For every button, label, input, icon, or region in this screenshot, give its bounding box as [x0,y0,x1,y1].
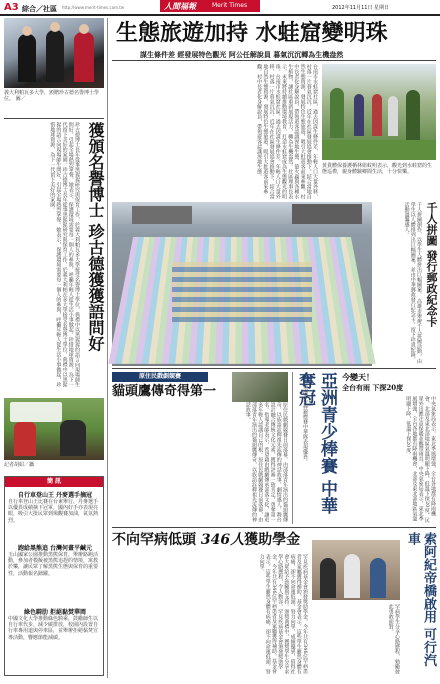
rare-headline-post: 獲助學金 [244,532,301,548]
owl-tag: 原住民戲劇競賽 [112,372,208,382]
masthead [0,0,440,15]
youth-headline: 亞洲青少棒賽 中華奪冠 [295,372,337,514]
chimp-photo-credit: 記者胡紹／攝 [4,462,35,468]
logo-cn: 人間福報 [164,2,196,11]
logo-en: Merit Times [212,2,248,9]
rare-headline-pre: 不向罕病低頭 [112,532,196,548]
lead-body-text: 台南市水蛙窟社區，過去因謀生條件差，年輕人口大量外移，村落一片暮氣沉沉。近年在社區發展協會推動下，結合當地自然生態資源，發展特色生態旅遊，吸引大批遊客前來參觀。村中長者化身解說員，帶領遊客認識溼地生態、螢火蟲與各種水生植物，讓社區重新展現活力，轉為生機盎然。社區理事長表示，未來將持續推動環境教育，打造水蛙窟成為生態觀光的明珠。台南市水蛙窟社區，過去因謀生條件差，年輕人口大量外移，村落一片暮氣沉沉。近年在社區發展協會推動下，結合當地自然生態資源，發展特色生態旅遊，吸引大批遊客前來參觀。村中長者化身解說員，帶領遊客認識溼地生態。 [256,64,318,199]
owl-body-text: 原住民戲劇競賽日前落幕，由部落青年演出的貓頭鷹傳奇，以族語詮釋祖先流傳的神話故事，劇情感人，舞台設計融合傳統文化元素，獲得評審一致肯定，勇奪第一名。指導老師表示，希望藉由戲劇傳承部落文化，讓更多年輕人認識自己的根。原住民戲劇競賽日前落幕，由部落青年演出的貓頭鷹傳奇，以族語詮釋祖先流傳的神話故事。 [244,402,288,522]
chimp-caption [4,462,104,474]
puzzle-body-text: 千人拼圖創作，以學生人體拼出巨幅圖案。 高雄市舉辦千人拼圖活動，由學生以人體排列出巨幅圖案，並由中華郵政發行紀念卡，留下珍貴紀錄，活動溫馨感人。 [403,202,422,364]
column-divider-2 [292,372,293,524]
brief-box [4,476,104,676]
youth-body-text: 亞洲青少棒錦標賽中華隊表現優異。 [302,384,308,464]
brief-item-3-title: 綠色騎肋 拒絕黏焚華岡 [23,609,87,616]
weather-body-text: 中央氣象局表示，東北季風增強，全台各地都有降雨機會，北部及東北部地區氣溫明顯下降，低溫下探20度，民眾外出應注意保暖並攜帶雨具。中央氣象局表示，東北季風增強，全台各地都有降雨機會，北部及東北部地區氣溫明顯下降，低溫下探20度。 [405,396,436,523]
masthead-rule [0,14,440,16]
ecotour-photo [322,64,436,160]
rare-photo [312,540,400,600]
rare-photo-body: 罕病學生分享心路歷程，勉勵彼此勇敢面對。 [387,604,400,674]
owl-photo [232,372,288,402]
ecotour-caption-text: 黃貴體保養護栖林組蚊明表示，觀光到水蛙窟的生態巡禮，親身體驗鄉間生活，十分快樂。 [322,163,433,176]
section-name: 綜合／社區 [22,5,57,13]
column-divider-1 [107,18,108,678]
weather-headline: 全台有雨 下探20度 [342,383,404,392]
brief-title: 簡 訊 [5,477,103,487]
brief-item-1-body: 自行車登山王比賽在台東舉行，丹麥選手以優異成績摘下冠軍，國內好手亦表現亮眼，吸引大批民眾到場觀賽加油，氣氛熱烈。 [8,499,99,524]
honorary-body-text: 珍古德博士長年從事黑猩猩研究與保育工作，於義大利帕瓦多大學接受名譽博士學位，典禮中以黑猩猩的語言向現場師生問好，引起全場熱烈掌聲。她表示，保護環境需要每一個人的參與，呼籲年輕人從生活小事做起，珍惜地球資源，為下一代留下美好的家園。珍古德博士長年從事黑猩猩研究與保育工作，於義大利帕瓦多大學接受名譽博士學位，典禮中以黑猩猩的語言向現場師生問好，引起全場熱烈掌聲。她表示，保護環境需要每一個人的參與，呼籲年輕人從生活小事做起，珍惜地球資源，為下一代留下美好的家園。 [49,122,80,387]
lead-rule [112,60,436,61]
honorary-headline: 獲頒名譽博士 珍古德獲獲語問好 [86,122,105,352]
masthead-logo-bar [160,0,260,12]
owl-headline: 貓頭鷹傳奇得第一 [112,384,217,399]
lead-subhead: 謀生條件差 經發展特色觀光 阿公任解說員 暮氣沉沉轉為生機盎然 [140,51,344,59]
puzzle-headline: 千人拼圖 發行郵政紀念卡 [425,202,438,327]
weather-kicker: 今變天！ [342,373,374,382]
brief-item-3-body: 中國文化大學推動綠色騎乘，鼓勵師生以自行車代步，減少碳排放，校園內設置自行車專用道與停車區，並舉辦拒絕黏焚宣導活動，響應節能減碳。 [8,616,99,641]
brief-item-1-title: 自行車登山王 丹麥選手摘冠 [17,492,93,499]
lead-headline: 生態旅遊加持 水蛙窟變明珠 [116,20,388,46]
chimp-photo [4,398,104,460]
tesla-headline: 索阿紀帝橋啟用 可行汽車 [405,532,436,667]
site-url: http://www.merit-times.com.tw [62,5,125,10]
brief-item-2-title: 跑給黑熊追 台灣何畫平鹹元 [17,545,93,552]
graduation-photo-credit: 圖／ [15,96,26,103]
bottom-rule [112,527,436,528]
rare-headline-num: 346人 [200,532,245,548]
section-number: A3 [4,2,19,13]
mid-rule [112,368,436,369]
graduation-caption [4,90,104,116]
issue-date: 2012年11月11日 星期日 [332,5,390,11]
puzzle-photo [112,202,372,366]
ecotour-caption [322,163,436,197]
puzzle-caption-text: 千人拼圖創作，以學生人體拼出巨幅圖案。 [416,202,422,297]
graduation-caption-text: 義大利帕瓦多大學，頒贈珍古德名譽博士學位。 [4,90,100,103]
left-rule-1 [4,118,104,119]
graduation-photo [4,18,104,88]
rare-body-text: 罕見疾病基金會頒發獎助學金，今年共有346位罕病患者及家屬獲得補助。基金會表示，這些學生雖然身體有病痛，卻不向命運低頭，努力向學，成績優異，值得社會大眾給予鼓勵與支持。頒獎典禮中，獲獎學生分享求學心路歷程，令人動容。罕見疾病基金會頒發獎助學金，今年共有346位罕病患者及家屬獲得補助。基金會表示，這些學生雖然身體有病痛，卻不向命運低頭，努力向學。 [258,554,308,674]
brief-item-2-body: 玉山國家公園推動黑熊保育，舉辦路跑活動，參加者模擬被黑熊追趕的情境，寓教於樂，讓民眾了解黑熊生態與保育的重要性，活動報名踴躍。 [8,552,99,577]
